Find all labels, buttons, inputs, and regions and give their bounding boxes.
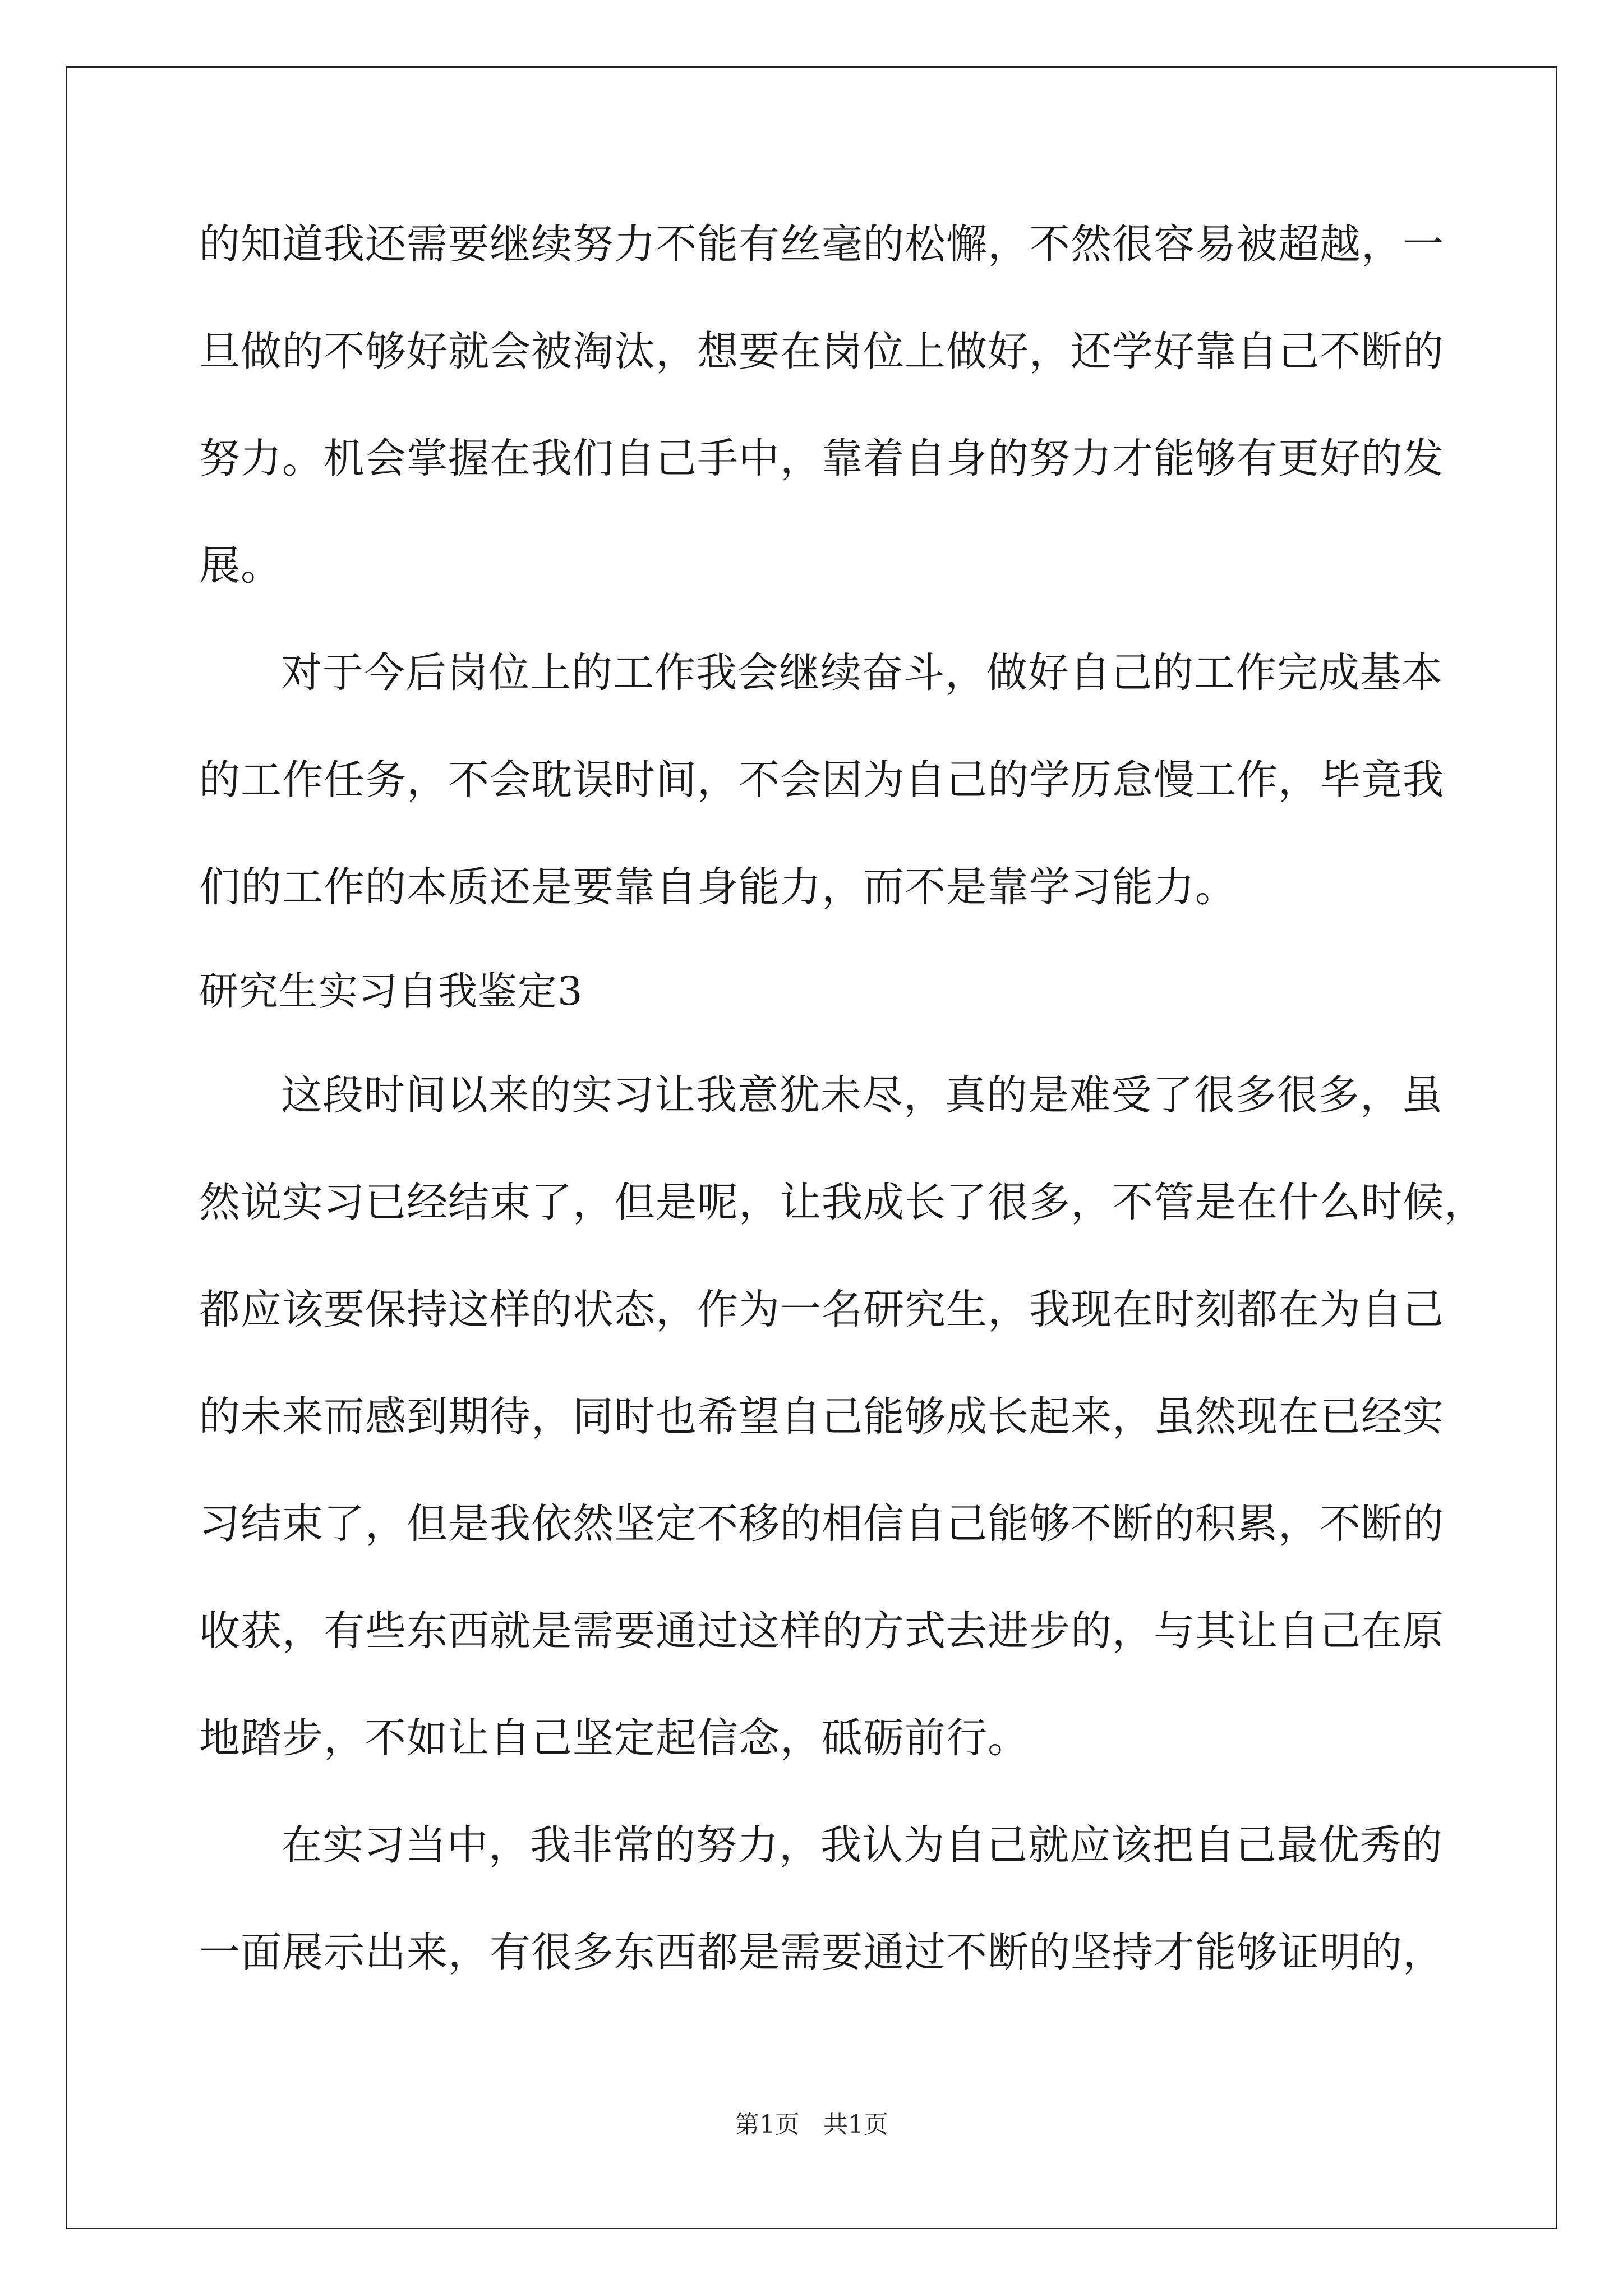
body-line: 们的工作的本质还是要靠自身能力，而不是靠学习能力。 <box>199 863 1237 911</box>
body-line: 展。 <box>199 542 282 590</box>
paragraph-first-line: 对于今后岗位上的工作我会继续奋斗，做好自己的工作完成基本 <box>281 649 1443 697</box>
body-line: 努力。机会掌握在我们自己手中，靠着自身的努力才能够有更好的发 <box>199 435 1444 482</box>
document-body <box>199 191 1486 2006</box>
page-number-footer: 第1页 共1页 <box>735 2110 888 2139</box>
paragraph-first-line: 在实习当中，我非常的努力，我认为自己就应该把自己最优秀的 <box>281 1821 1443 1869</box>
body-line: 的工作任务，不会耽误时间，不会因为自己的学历怠慢工作，毕竟我 <box>199 756 1444 804</box>
body-line: 旦做的不够好就会被淘汰，想要在岗位上做好，还学好靠自己不断的 <box>199 328 1444 375</box>
paragraph-first-line: 这段时间以来的实习让我意犹未尽，真的是难受了很多很多，虽 <box>281 1071 1443 1119</box>
body-line: 收获，有些东西就是需要通过这样的方式去进步的，与其让自己在原 <box>199 1607 1444 1655</box>
section-heading: 研究生实习自我鉴定3 <box>199 968 583 1014</box>
body-line: 一面展示出来，有很多东西都是需要通过不断的坚持才能够证明的， <box>199 1929 1444 1976</box>
body-line: 的知道我还需要继续努力不能有丝毫的松懈，不然很容易被超越，一 <box>199 220 1444 268</box>
body-line: 的未来而感到期待，同时也希望自己能够成长起来，虽然现在已经实 <box>199 1393 1444 1441</box>
body-line: 然说实习已经结束了，但是呢，让我成长了很多，不管是在什么时候， <box>199 1179 1486 1226</box>
body-line: 地踏步，不如让自己坚定起信念，砥砺前行。 <box>199 1714 1029 1762</box>
body-line: 习结束了，但是我依然坚定不移的相信自己能够不断的积累，不断的 <box>199 1500 1444 1548</box>
body-line: 都应该要保持这样的状态，作为一名研究生，我现在时刻都在为自己 <box>199 1286 1444 1333</box>
